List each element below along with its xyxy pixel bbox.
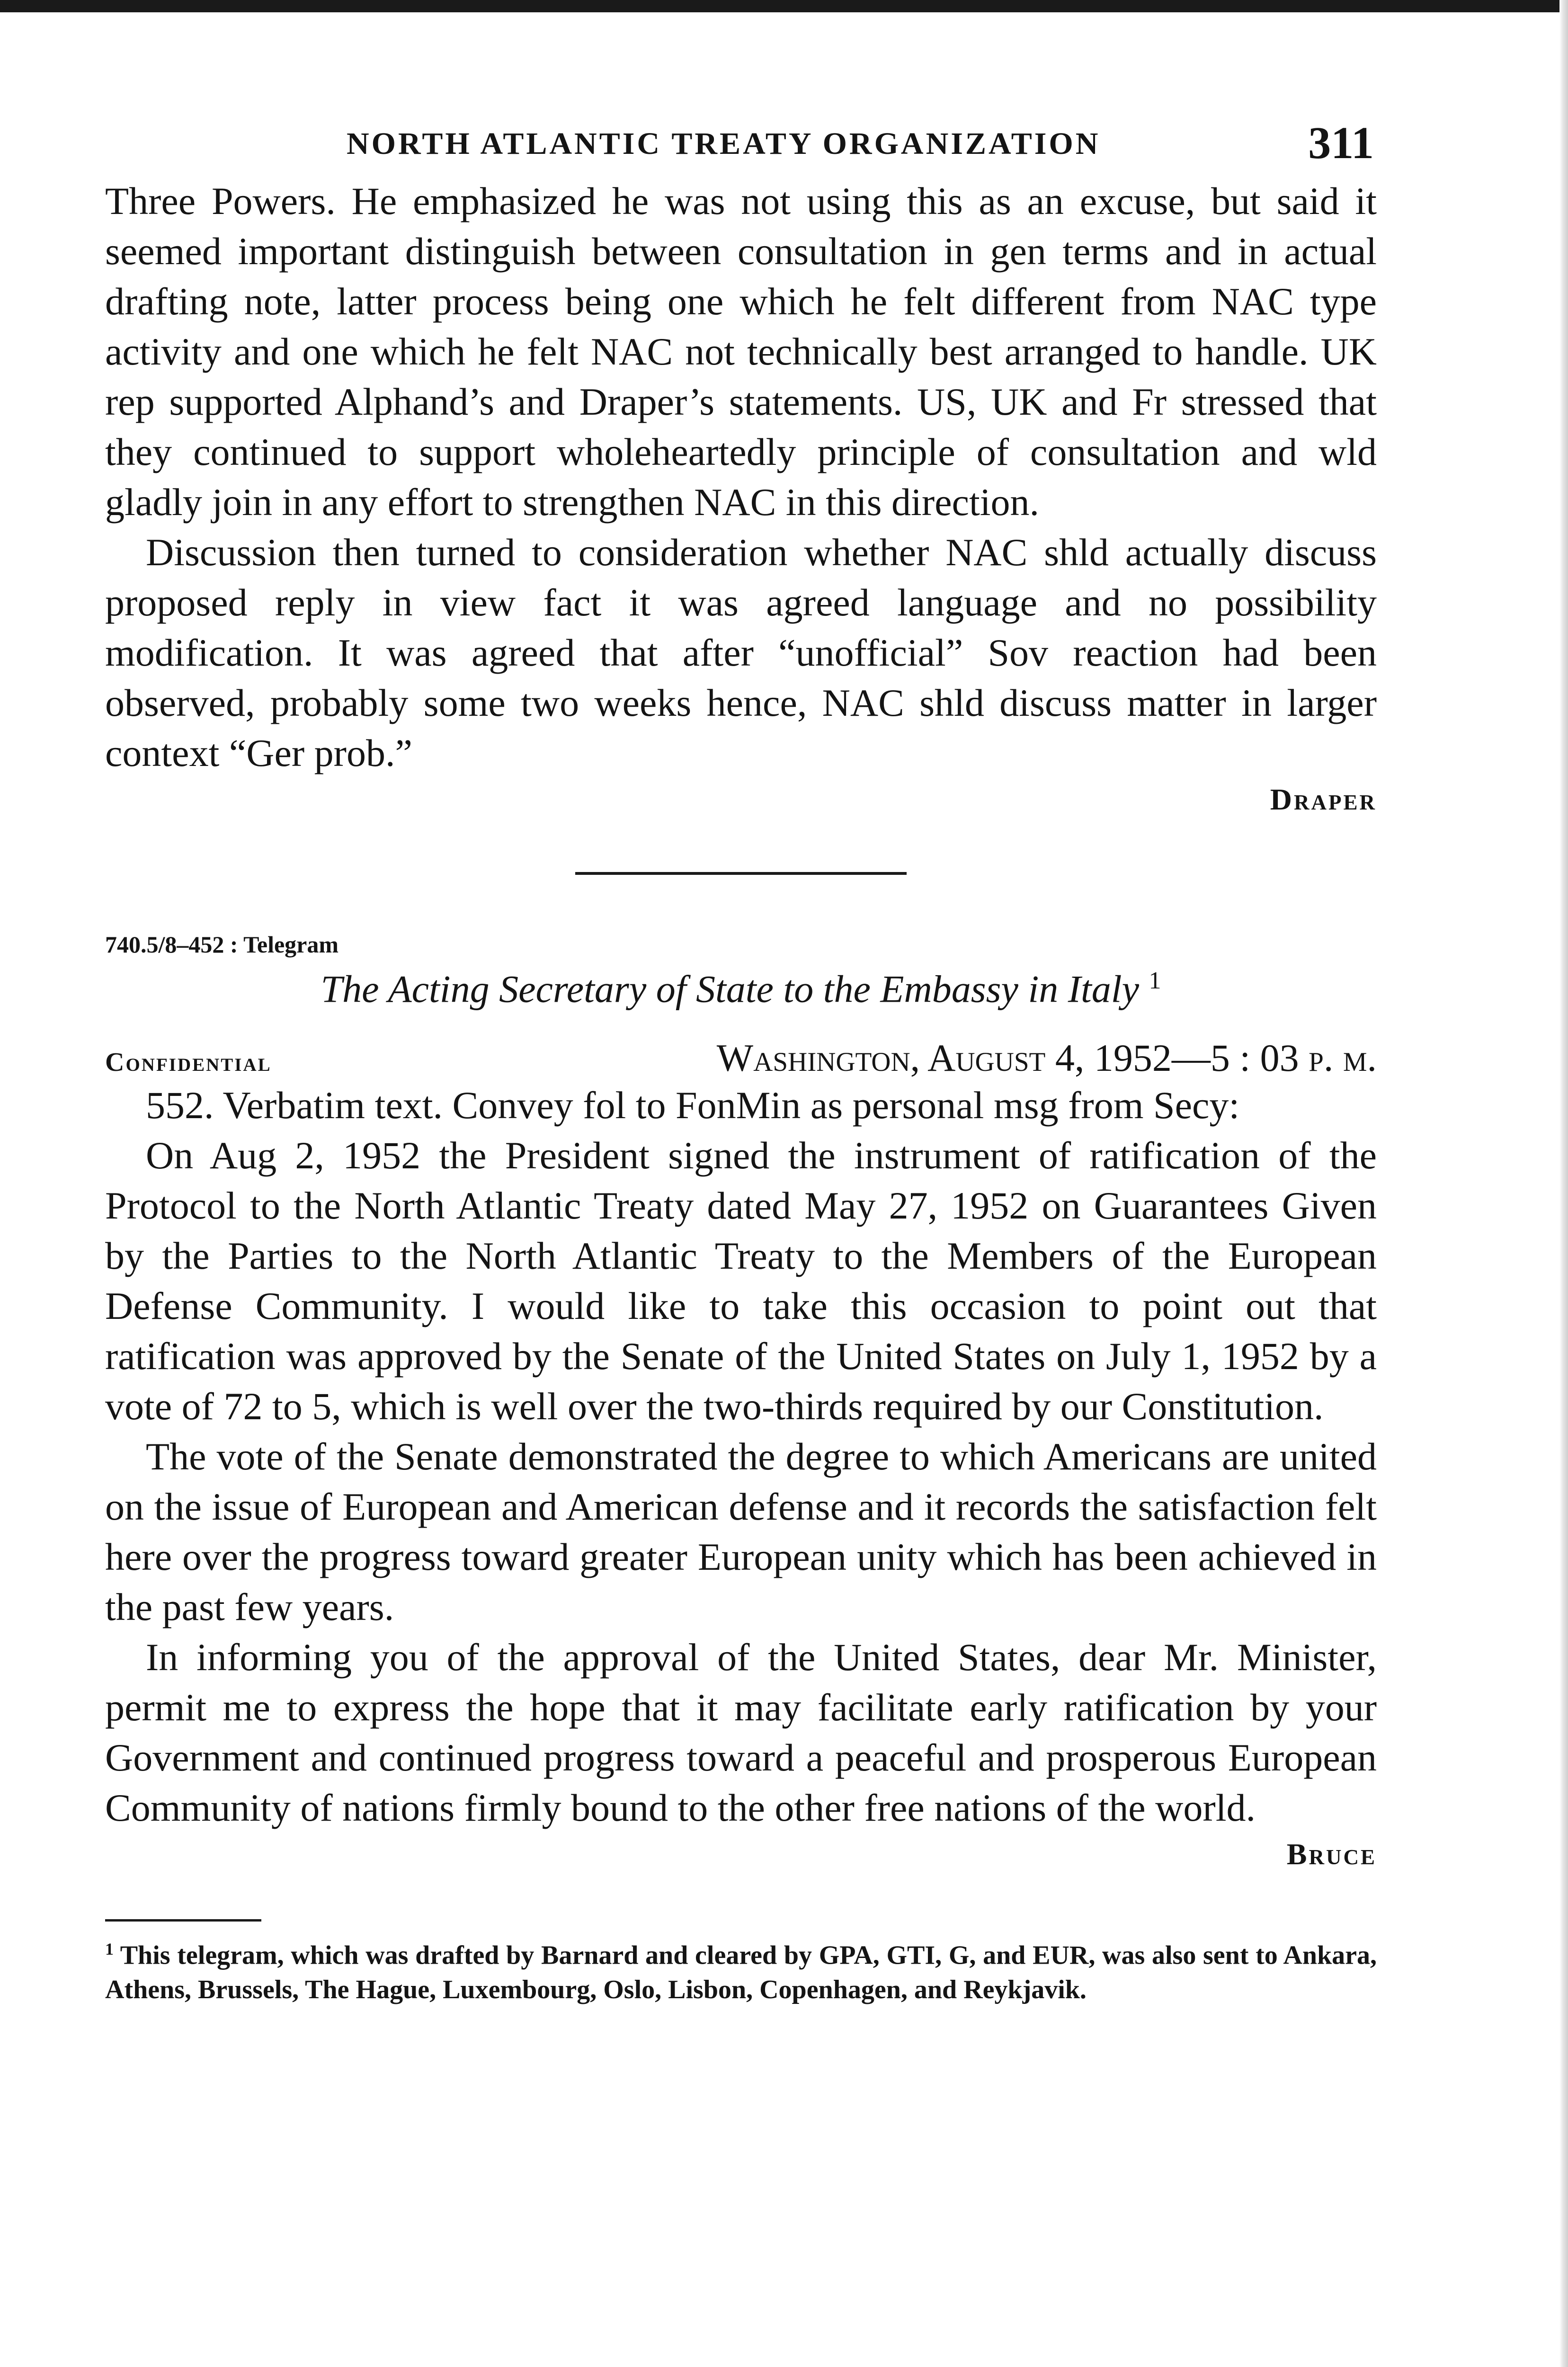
section-divider	[575, 872, 907, 875]
paragraph-ratification: On Aug 2, 1952 the President signed the instrument of ratification of the Protocol to the North Atlantic Treaty dated May 27, 1952 on Guarantees Given by the Parties to the North Atlantic Treaty to the Members of the European Defense Community. I would like to take this occasion to point out that ratification was approved by the Senate of the United States on July 1, 1952 by a vote of 72 to 5, which is well over the two-thirds required by our Constitution.	[105, 1134, 1377, 1428]
footnote-text: This telegram, which was drafted by Barnard and cleared by GPA, GTI, G, and EUR, was also sent to Ankara, Athens, Brussels, The Hague, Luxembourg, Oslo, Lisbon, Copenhagen, and Reykjavik.	[105, 1940, 1377, 2004]
paragraph-closing: In informing you of the approval of the United States, dear Mr. Minister, permit me to express the hope that it may facilitate early ratification by your Government and continued progress toward a peaceful and prosperous European Community of nations firmly bound to the other free nations of the world.	[105, 1636, 1377, 1830]
signature-draper: Draper	[1270, 783, 1377, 816]
telegram-header-line	[105, 1036, 1377, 1080]
classification-label: Confidential	[105, 1048, 272, 1077]
page-number: 311	[1308, 117, 1374, 168]
title-footnote-mark: 1	[1149, 967, 1161, 994]
paragraph-discussion: Discussion then turned to consideration whether NAC shld actually discuss proposed reply in view fact it was agreed language and no possibility modification. It was agreed that after “unofficial” Sov reaction had been observed, probably some two weeks hence, NAC shld discuss matter in larger context “Ger prob.”	[105, 531, 1377, 774]
scan-top-edge	[0, 0, 1568, 12]
footnote	[105, 1932, 1377, 2007]
document-title-text: The Acting Secretary of State to the Embassy in Italy	[321, 967, 1139, 1011]
section-telegram	[105, 931, 1377, 1872]
document-page	[105, 110, 1377, 2007]
footnote-mark: 1	[105, 1940, 114, 1959]
scan-right-edge	[1559, 0, 1568, 2367]
dateline: Washington, August 4, 1952—5 : 03 p. m.	[716, 1036, 1377, 1080]
running-head	[105, 110, 1377, 176]
paragraph-continuation: Three Powers. He emphasized he was not using this as an excuse, but said it seemed important distinguish between consultation in gen terms and in actual drafting note, latter process being one which he felt different from NAC type activity and one which he felt NAC not technically best arranged to handle. UK rep supported Alphand’s and Draper’s statements. US, UK and Fr stressed that they continued to support wholeheartedly principle of consultation and wld gladly join in any effort to strengthen NAC in this direction.	[105, 179, 1377, 524]
document-title	[105, 967, 1377, 1011]
paragraph-instructions: 552. Verbatim text. Convey fol to FonMin as personal msg from Secy:	[146, 1084, 1240, 1127]
section-draper-report	[105, 176, 1377, 817]
footnote-divider	[105, 1919, 261, 1922]
running-title: NORTH ATLANTIC TREATY ORGANIZATION	[347, 126, 1101, 161]
signature-bruce: Bruce	[1286, 1837, 1377, 1871]
paragraph-senate-vote: The vote of the Senate demonstrated the degree to which Americans are united on the issue of European and American defense and it records the satisfaction felt here over the progress toward greater European unity which has been achieved in the past few years.	[105, 1435, 1377, 1629]
file-reference: 740.5/8–452 : Telegram	[105, 931, 339, 958]
